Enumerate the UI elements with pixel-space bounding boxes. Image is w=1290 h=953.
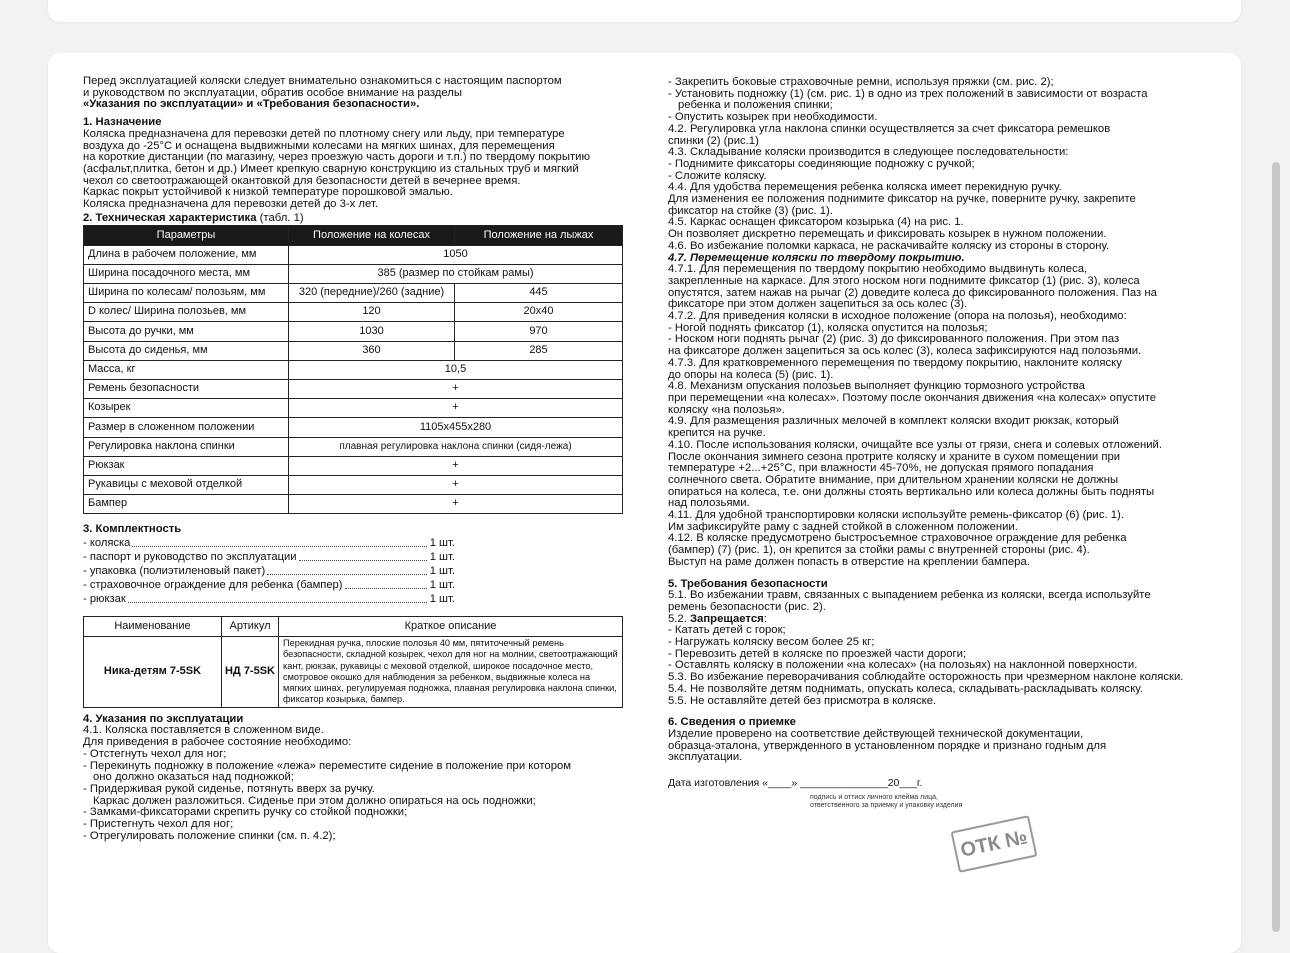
right-column (668, 77, 1208, 810)
r-line: После окончания зимнего сезона протрите коляску и храните в сухом помещении при (668, 450, 1121, 463)
table-row (84, 636, 623, 707)
r-line: - Катать детей с горок; (668, 624, 786, 637)
r-line: фиксаторе при этом должен зацепиться за ось колес (3). (668, 298, 968, 311)
table-row (84, 245, 623, 264)
spec-value-skis: 970 (455, 322, 623, 341)
s1-line: (асфальт,плитка, бетон и др.) Имеет крепкую сварную конструкцию из стальных труб и мягкий (83, 162, 579, 175)
r-line: до опоры на колеса (5) (рис. 1). (668, 368, 834, 381)
s1-line: на короткие дистанции (по магазину, через проезжую часть дороги и т.п.) по твердому покрытию (83, 151, 590, 164)
r-line: - Сложите коляску. (668, 169, 767, 182)
r-line: (бампер) (7) (рис. 1), он крепится за стойки рамы с внутренней стороны (рис. 4). (668, 544, 1090, 557)
table-row (84, 495, 623, 514)
spec-value: + (289, 475, 623, 494)
intro-line-3: «Указания по эксплуатации» и «Требования безопасности». (83, 98, 420, 111)
spec-value-wheels: 120 (289, 303, 455, 322)
r-line: - Поднимите фиксаторы соединяющие подножку с ручкой; (668, 157, 975, 170)
spec-value: + (289, 495, 623, 514)
signature-caption-line: подпись и оттиск личного клейма лица, (810, 793, 938, 801)
spec-header-wheels: Положение на колесах (289, 226, 455, 245)
r-line: Им зафиксируйте раму с задней стойкой в сложенном положении. (668, 520, 1018, 533)
s4-line: - Отстегнуть чехол для ног; (83, 747, 227, 760)
spec-value-wheels: 1030 (289, 322, 455, 341)
spec-param: Ремень безопасности (84, 379, 289, 398)
spec-value-wheels: 320 (передние)/260 (задние) (289, 284, 455, 303)
s1-line: Коляска предназначена для перевозки детей по плотному снегу или льду, при температуре (83, 127, 565, 140)
kit-item-name: - упаковка (полиэтиленовый пакет) (83, 564, 266, 577)
kit-item-qty: 1 шт. (429, 592, 455, 605)
table-row (84, 418, 623, 437)
list-item (83, 564, 455, 578)
r-line: - Установить подножку (1) (см. рис. 1) в одно из трех положений в зависимости от возраста (668, 87, 1148, 100)
table-row (84, 303, 623, 322)
r-line: 5.1. Во избежании травм, связанных с выпадением ребенка из коляски, всегда используйте (668, 589, 1151, 602)
r-line: крепится на ручке. (668, 427, 766, 440)
spec-param: Длина в рабочем положение, мм (84, 245, 289, 264)
kit-item-qty: 1 шт. (429, 564, 455, 577)
r-line: 5.3. Во избежание переворачивания соблюдайте осторожность при чрезмерном наклоне коляски. (668, 671, 1184, 684)
r-line: при перемещении «на колесах». Поэтому после окончания движения «на колесах» опустите (668, 391, 1157, 404)
product-header-article: Артикул (222, 616, 279, 636)
table-row (84, 475, 623, 494)
r-line: 4.3. Складывание коляски производится в следующее последовательности: (668, 146, 1069, 159)
product-table (83, 616, 623, 708)
r-line: Для изменения ее положения поднимите фиксатор на ручке, поверните ручку, закрепите (668, 193, 1136, 206)
s4-line: 4.1. Коляска поставляется в сложенном виде. (83, 724, 324, 737)
kit-list (83, 536, 455, 606)
spec-param: Масса, кг (84, 360, 289, 379)
s4-line: оно должно оказаться над подножкой; (93, 771, 294, 784)
spec-value: 10,5 (289, 360, 623, 379)
previous-page-card (48, 0, 1241, 22)
spec-table (83, 225, 623, 514)
s1-line: чехол со светоотражающей окантовкой для безопасности детей в вечернее время. (83, 174, 521, 187)
spec-value: 385 (размер по стойкам рамы) (289, 264, 623, 283)
spec-value: + (289, 456, 623, 475)
spec-param: D колес/ Ширина полозьев, мм (84, 303, 289, 322)
r-line: - Закрепить боковые страховочные ремни, используя пряжки (см. рис. 2); (668, 76, 1054, 88)
intro-line-2: и руководством по эксплуатации, обратив особое внимание на разделы (83, 86, 462, 99)
intro-line-1: Перед эксплуатацией коляски следует внимательно ознакомиться с настоящим паспортом (83, 75, 562, 87)
table-row (84, 360, 623, 379)
spec-value: + (289, 399, 623, 418)
s4-line: - Придерживая рукой сиденье, потянуть вверх за ручку. (83, 782, 375, 795)
spec-header-params: Параметры (84, 226, 289, 245)
table-row (84, 456, 623, 475)
spec-value: плавная регулировка наклона спинки (сидя-лежа) (289, 437, 623, 456)
spec-param: Высота до ручки, мм (84, 322, 289, 341)
s4-line: - Замками-фиксаторами скрепить ручку со стойкой подножки; (83, 806, 408, 819)
list-item (83, 578, 455, 592)
section-2-heading (83, 213, 623, 225)
r-line: 4.6. Во избежание поломки каркаса, не раскачивайте коляску из стороны в сторону. (668, 239, 1110, 252)
r-line: - Перевозить детей в коляске по проезжей части дороги; (668, 647, 967, 660)
section-1-title: 1. Назначение (83, 116, 162, 129)
spec-param: Рукавицы с меховой отделкой (84, 475, 289, 494)
product-article: НД 7-5SK (222, 636, 279, 707)
r-line: на фиксаторе должен зацепиться за ось колес (3), колеса зафиксируются над полозьями. (668, 345, 1142, 358)
section-4-7-title: 4.7. Перемещение коляски по твердому покрытию. (668, 251, 965, 264)
section-2-title: 2. Техническая характеристика (83, 211, 257, 224)
signature-caption-line: ответственного за приемку и упаковку изделия (810, 801, 963, 809)
section-4-title: 4. Указания по эксплуатации (83, 712, 244, 725)
product-description: Перекидная ручка, плоские полозья 40 мм, пятиточечный ремень безопасности, складной козырек, чехол для ног на молнии, светоотражающий кант, рюкзак, рукавицы с меховой отделкой, широкое посадочное место, смотровое окошко для наблюдения за ребенком, выдвижные колеса на мягких шинах, регулируемая подножка, плавная регулировка наклона спинки, фиксатор козырька, бампер. (279, 636, 623, 707)
r-line: - Ногой поднять фиксатор (1), коляска опустится на полозья; (668, 321, 988, 334)
spec-param: Рюкзак (84, 456, 289, 475)
r-line: ребенка и положения спинки; (678, 99, 833, 112)
r-line: 4.7.3. Для кратковременного перемещения по твердому покрытию, наклоните коляску (668, 356, 1122, 369)
r-line: 4.7.2. Для приведения коляски в исходное положение (опора на полозья), необходимо: (668, 310, 1127, 323)
r-line: 4.10. После использования коляски, очищайте все узлы от грязи, снега и солевых отложений. (668, 438, 1162, 451)
r-line: солнечного света. Обратите внимание, при длительном хранении коляски не должны (668, 473, 1119, 486)
s4-line: Для приведения в рабочее состояние необходимо: (83, 736, 352, 749)
r-line: 4.7.1. Для перемещения по твердому покрытию необходимо выдвинуть колеса, (668, 263, 1088, 276)
scrollbar[interactable] (1272, 162, 1280, 932)
spec-param: Регулировка наклона спинки (84, 437, 289, 456)
s5-2-bold: Запрещается (689, 612, 764, 625)
table-row (84, 341, 623, 360)
spec-value-skis: 20х40 (455, 303, 623, 322)
s1-line: Коляска предназначена для перевозки детей до 3-х лет. (83, 198, 378, 211)
r-line: коляску «на полозья». (668, 403, 785, 416)
section-2-note: (табл. 1) (259, 211, 304, 224)
list-item (83, 592, 455, 606)
s5-2-suffix: : (763, 612, 767, 625)
r-line: - Опустить козырек при необходимости. (668, 111, 878, 124)
otk-stamp: ОТК № (951, 815, 1038, 873)
spec-header-skis: Положение на лыжах (455, 226, 623, 245)
spec-param: Размер в сложенном положении (84, 418, 289, 437)
spec-param: Ширина посадочного места, мм (84, 264, 289, 283)
spec-value: 1105х455х280 (289, 418, 623, 437)
r-line: ремень безопасности (рис. 2). (668, 600, 826, 613)
r-line: опустятся, затем нажав на рычаг (2) доведите колеса до фиксированного положения. Паз на (668, 286, 1157, 299)
r-line: - Оставлять коляску в положении «на колесах» (на полозьях) на наклонной поверхности. (668, 659, 1138, 672)
list-item (83, 550, 455, 564)
r-line: опираться на колеса, т.е. они должны стоять вертикально или колеса должны быть подняты (668, 485, 1155, 498)
s4-line: - Пристегнуть чехол для ног; (83, 818, 234, 831)
product-header-name: Наименование (84, 616, 222, 636)
r-line: спинки (2) (рис.1) (668, 134, 759, 147)
r-line: 5.4. Не позволяйте детям поднимать, опускать колеса, складывать-раскладывать коляску. (668, 682, 1143, 695)
spec-value: 1050 (289, 245, 623, 264)
r-line: температуре +2...+25°С, при влажности 45-70%, не допуская прямого попадания (668, 462, 1094, 475)
r-line: 4.12. В коляске предусмотрено быстросъемное страховочное ограждение для ребенка (668, 532, 1127, 545)
kit-item-qty: 1 шт. (429, 536, 455, 549)
s1-line: воздуха до -25°С и оснащена выдвижными колесами на мягких шинах, для перемещения (83, 139, 555, 152)
kit-item-name: - страховочное ограждение для ребенка (бампер) (83, 578, 343, 591)
spec-value-skis: 285 (455, 341, 623, 360)
table-row (84, 284, 623, 303)
spec-param: Ширина по колесам/ полозьям, мм (84, 284, 289, 303)
s5-2-prefix: 5.2. (668, 612, 687, 625)
r-line: 4.4. Для удобства перемещения ребенка коляска имеет перекидную ручку. (668, 181, 1062, 194)
s4-line: - Перекинуть подножку в положение «лежа» переместите сидение в положение при котором (83, 759, 572, 772)
kit-item-name: - рюкзак (83, 592, 126, 605)
section-6-title: 6. Сведения о приемке (668, 716, 796, 729)
r-line: - Нагружать коляску весом более 25 кг; (668, 636, 875, 649)
spec-param: Бампер (84, 495, 289, 514)
signature-caption (810, 794, 1208, 810)
section-5-title: 5. Требования безопасности (668, 577, 828, 590)
kit-item-qty: 1 шт. (429, 578, 455, 591)
table-row (84, 322, 623, 341)
r-line: Он позволяет дискретно перемещать и фиксировать козырек в нужном положении. (668, 228, 1107, 241)
r-line: фиксатор на стойке (3) (рис. 1). (668, 204, 833, 217)
document-page (48, 53, 1241, 953)
list-item (83, 536, 455, 550)
spec-param: Высота до сиденья, мм (84, 341, 289, 360)
r-line: 4.2. Регулировка угла наклона спинки осуществляется за счет фиксатора ремешков (668, 122, 1111, 135)
left-column (83, 76, 623, 842)
table-row (84, 437, 623, 456)
r-line: Выступ на раме должен попасть в отверстие на креплении бампера. (668, 555, 1030, 568)
r-line: 5.5. Не оставляйте детей без присмотра в коляске. (668, 694, 937, 707)
product-name: Ника-детям 7-5SK (84, 636, 222, 707)
spec-value-skis: 445 (455, 284, 623, 303)
r-line: закрепленные на каркасе. Для этого носком ноги поднимите фиксатор (1) (рис. 3), колеса (668, 274, 1140, 287)
r-line: над полозьями. (668, 497, 750, 510)
r-line: 4.11. Для удобной транспортировки коляски используйте ремень-фиксатор (6) (рис. 1). (668, 509, 1124, 522)
section-3-title: 3. Комплектность (83, 523, 182, 536)
table-row (84, 399, 623, 418)
r-line: 4.5. Каркас оснащен фиксатором козырька (4) на рис. 1. (668, 216, 964, 229)
kit-item-name: - паспорт и руководство по эксплуатации (83, 550, 297, 563)
r-line: образца-эталона, утвержденного в установленном порядке и признано годным для (668, 739, 1107, 752)
spec-value: + (289, 379, 623, 398)
table-row (84, 264, 623, 283)
r-line: Изделие проверено на соответствие действующей технической документации, (668, 727, 1084, 740)
r-line: 4.8. Механизм опускания полозьев выполняет функцию тормозного устройства (668, 380, 1085, 393)
manufacture-date-field: Дата изготовления «____» _______________20___г. (668, 777, 923, 790)
spec-param: Козырек (84, 399, 289, 418)
table-row (84, 379, 623, 398)
r-line: эксплуатации. (668, 751, 743, 764)
spec-value-wheels: 360 (289, 341, 455, 360)
s4-line: Каркас должен разложиться. Сиденье при этом должно опираться на ось подножки; (93, 794, 536, 807)
s1-line: Каркас покрыт устойчивой к низкой температуре порошковой эмалью. (83, 186, 453, 199)
r-line: - Носком ноги поднять рычаг (2) (рис. 3) до фиксированного положения. При этом паз (668, 333, 1120, 346)
kit-item-qty: 1 шт. (429, 550, 455, 563)
r-line: 4.9. Для размещения различных мелочей в комплект коляски входит рюкзак, который (668, 415, 1119, 428)
kit-item-name: - коляска (83, 536, 131, 549)
s4-line: - Отрегулировать положение спинки (см. п. 4.2); (83, 829, 336, 842)
product-header-description: Краткое описание (279, 616, 623, 636)
